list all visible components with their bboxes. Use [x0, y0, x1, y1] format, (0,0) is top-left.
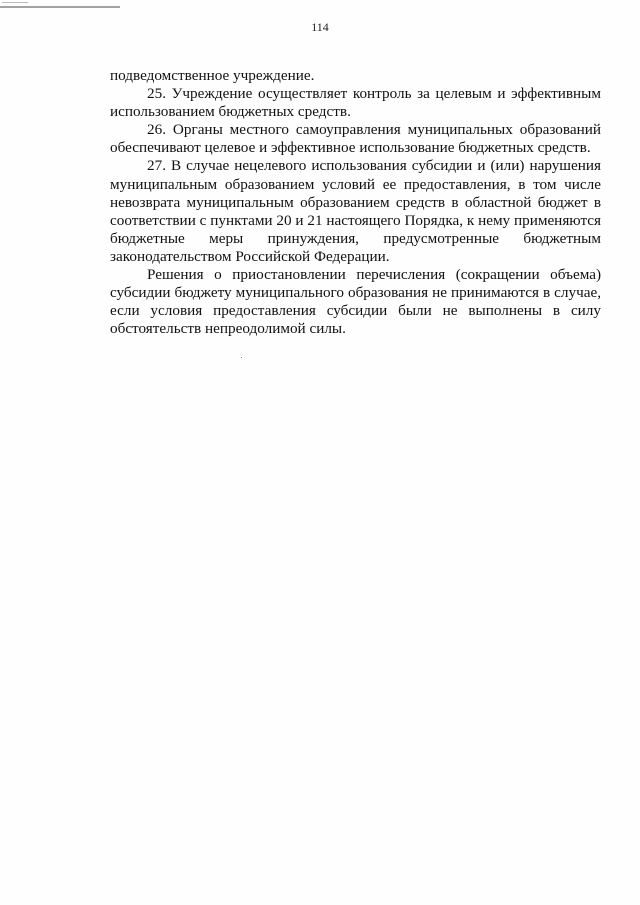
paragraph-27: 27. В случае нецелевого использования субсидии и (или) нарушения муниципальным образованием условий ее предоставления, в том числе невозврата муниципальным образованием средств в областной бюджет в соответствии с пунктами 20 и 21 настоящего Порядка, к нему применяются бюджетные меры принуждения, предусмотренные бюджетным законодательством Российской Федерации. — [110, 157, 601, 265]
paragraph-26: 26. Органы местного самоуправления муниципальных образований обеспечивают целевое и эффективное использование бюджетных средств. — [110, 121, 601, 157]
body-text — [110, 67, 601, 338]
paragraph-suspension-decisions: Решения о приостановлении перечисления (сокращении объема) субсидии бюджету муниципального образования не принимаются в случае, если условия предоставления субсидии были не выполнены в силу обстоятельств непреодолимой силы. — [110, 266, 601, 338]
page-number: 114 — [311, 20, 329, 34]
scan-artifact-mark — [2, 2, 28, 3]
scan-artifact-rule — [0, 6, 120, 8]
scan-artifact-dot — [241, 357, 242, 358]
paragraph-25: 25. Учреждение осуществляет контроль за целевым и эффективным использованием бюджетных средств. — [110, 85, 601, 121]
paragraph-continuation: подведомственное учреждение. — [110, 67, 315, 84]
